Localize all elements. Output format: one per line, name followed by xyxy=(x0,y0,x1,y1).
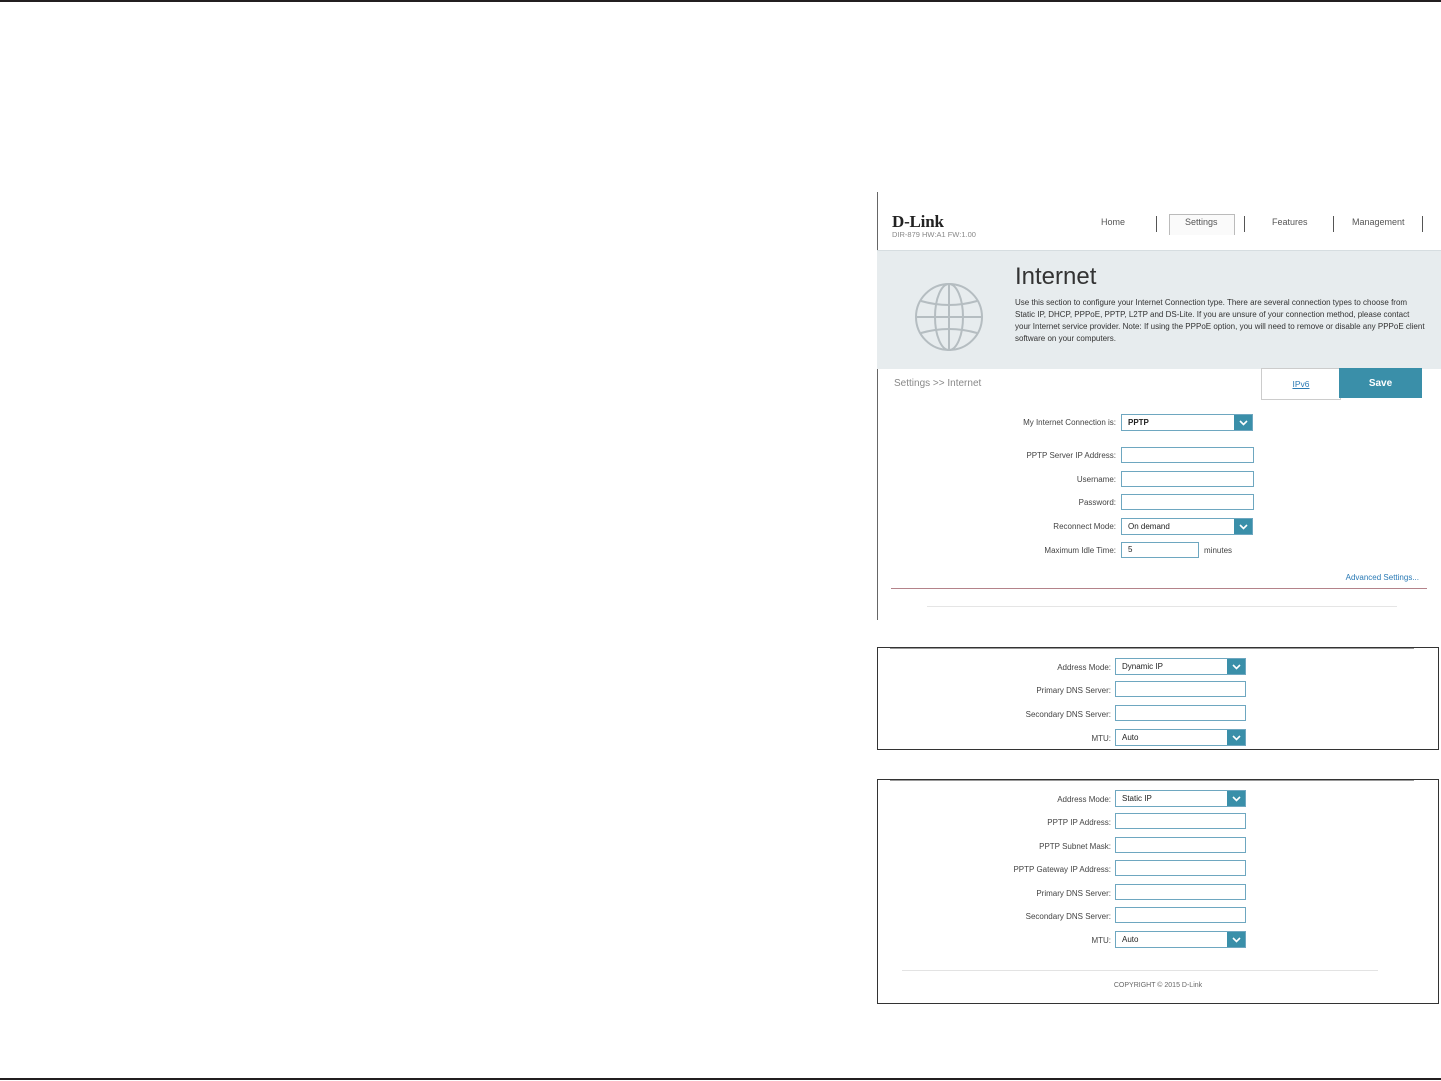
breadcrumb: Settings >> Internet xyxy=(894,378,982,389)
page-title: Internet xyxy=(1015,263,1097,290)
primary-dns-input[interactable] xyxy=(1115,681,1246,697)
mtu-value: Auto xyxy=(1122,733,1139,742)
chevron-down-icon xyxy=(1234,415,1252,430)
pptp-gateway-label: PPTP Gateway IP Address: xyxy=(1013,865,1111,874)
copyright-text: COPYRIGHT © 2015 D-Link xyxy=(1113,982,1203,989)
idle-time-input[interactable]: 5 xyxy=(1121,542,1199,558)
pptp-ip-input[interactable] xyxy=(1115,813,1246,829)
section-divider xyxy=(890,780,1414,781)
address-mode-label: Address Mode: xyxy=(1057,663,1111,672)
section-divider xyxy=(927,606,1397,607)
mtu-select[interactable] xyxy=(1115,931,1246,948)
secondary-dns-label: Secondary DNS Server: xyxy=(1025,710,1111,719)
dynamic-ip-screenshot xyxy=(877,647,1439,750)
chevron-down-icon xyxy=(1234,519,1252,534)
pptp-gateway-input[interactable] xyxy=(1115,860,1246,876)
advanced-settings-link[interactable]: Advanced Settings... xyxy=(1345,573,1419,582)
secondary-dns-input[interactable] xyxy=(1115,705,1246,721)
connection-type-value: PPTP xyxy=(1128,418,1149,427)
page-top-rule xyxy=(0,0,1441,2)
internet-settings-screenshot xyxy=(877,192,1441,620)
static-ip-screenshot xyxy=(877,779,1439,1004)
idle-time-label: Maximum Idle Time: xyxy=(1044,546,1116,555)
save-button[interactable]: Save xyxy=(1339,368,1422,398)
address-mode-label: Address Mode: xyxy=(1057,795,1111,804)
mtu-select[interactable] xyxy=(1115,729,1246,746)
nav-divider xyxy=(1156,216,1157,232)
globe-icon xyxy=(913,281,985,353)
primary-dns-input[interactable] xyxy=(1115,884,1246,900)
pptp-subnet-input[interactable] xyxy=(1115,837,1246,853)
secondary-dns-label: Secondary DNS Server: xyxy=(1025,912,1111,921)
address-mode-value: Dynamic IP xyxy=(1122,662,1163,671)
nav-home[interactable]: Home xyxy=(1101,217,1126,227)
pptp-subnet-label: PPTP Subnet Mask: xyxy=(1039,842,1111,851)
address-mode-select[interactable] xyxy=(1115,658,1246,675)
page-bottom-rule xyxy=(0,1078,1441,1080)
pptp-server-input[interactable] xyxy=(1121,447,1254,463)
reconnect-mode-value: On demand xyxy=(1128,522,1170,531)
page-description: Use this section to configure your Internet Connection type. There are several connection types to choose from Static IP, DHCP, PPPoE, PPTP, L2TP and DS-Lite. If you are unsure of your connection method, please contact your Internet service provider. Note: If using the PPPoE option, you will need to remove or disable any PPPoE client software on your computers. xyxy=(1015,298,1425,343)
secondary-dns-input[interactable] xyxy=(1115,907,1246,923)
nav-divider xyxy=(1422,216,1423,232)
primary-dns-label: Primary DNS Server: xyxy=(1036,686,1111,695)
chevron-down-icon xyxy=(1227,932,1245,947)
nav-features[interactable]: Features xyxy=(1272,217,1308,227)
address-mode-value: Static IP xyxy=(1122,794,1152,803)
mtu-label: MTU: xyxy=(1091,734,1111,743)
reconnect-mode-label: Reconnect Mode: xyxy=(1053,522,1116,531)
connection-type-select[interactable] xyxy=(1121,414,1253,431)
advanced-divider xyxy=(891,588,1427,589)
pptp-server-label: PPTP Server IP Address: xyxy=(1026,451,1116,460)
chevron-down-icon xyxy=(1227,659,1245,674)
section-divider xyxy=(890,648,1414,649)
chevron-down-icon xyxy=(1227,791,1245,806)
footer-divider xyxy=(902,970,1378,971)
connection-type-label: My Internet Connection is: xyxy=(1023,418,1116,427)
username-label: Username: xyxy=(1076,475,1116,484)
username-input[interactable] xyxy=(1121,471,1254,487)
password-input[interactable] xyxy=(1121,494,1254,510)
ipv6-link[interactable]: IPv6 xyxy=(1261,368,1341,400)
mtu-label: MTU: xyxy=(1091,936,1111,945)
chevron-down-icon xyxy=(1227,730,1245,745)
nav-management[interactable]: Management xyxy=(1352,217,1405,227)
dlink-logo[interactable]: D-Link xyxy=(892,212,944,231)
primary-dns-label: Primary DNS Server: xyxy=(1036,889,1111,898)
nav-divider xyxy=(1333,216,1334,232)
address-mode-select[interactable] xyxy=(1115,790,1246,807)
reconnect-mode-select[interactable] xyxy=(1121,518,1253,535)
idle-time-unit: minutes xyxy=(1204,546,1233,555)
page-header-banner xyxy=(877,250,1441,369)
password-label: Password: xyxy=(1078,498,1116,507)
nav-divider xyxy=(1244,216,1245,232)
mtu-value: Auto xyxy=(1122,935,1139,944)
pptp-ip-label: PPTP IP Address: xyxy=(1047,818,1111,827)
model-info: DIR-879 HW:A1 FW:1.00 xyxy=(892,230,976,239)
nav-settings[interactable]: Settings xyxy=(1185,217,1218,227)
